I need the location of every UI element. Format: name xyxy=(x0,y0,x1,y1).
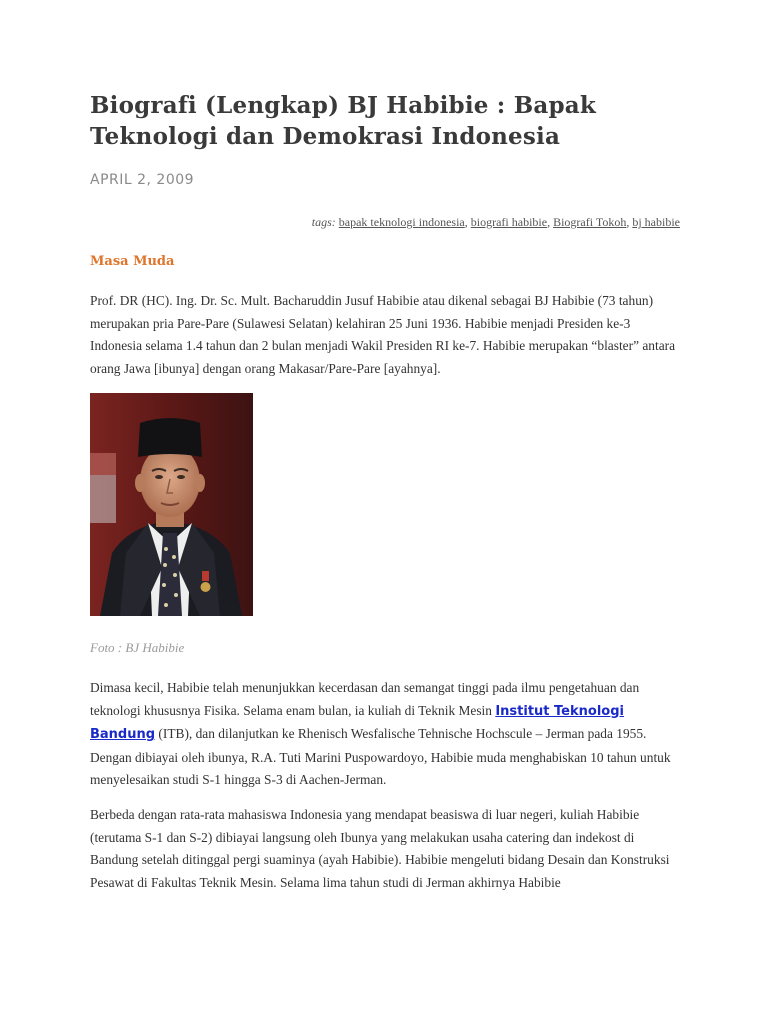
tag-link-biografi-habibie[interactable]: biografi habibie xyxy=(470,215,548,229)
tags-line: tags: bapak teknologi indonesia, biografi habibie, Biografi Tokoh, bj habibie xyxy=(311,215,680,229)
tag-link-biografi-tokoh[interactable]: Biografi Tokoh xyxy=(553,215,627,229)
tag-link-bapak-teknologi[interactable]: bapak teknologi indonesia xyxy=(338,215,465,229)
tags-label: tags: xyxy=(311,215,336,229)
photo-caption: Foto : BJ Habibie xyxy=(90,640,185,655)
portrait-photo xyxy=(90,393,253,616)
paragraph-education: Berbeda dengan rata-rata mahasiswa Indonesia yang mendapat beasiswa di luar negeri, kuliah Habibie (terutama S-1 dan S-2) dibiayai langsung oleh Ibunya yang melakukan usaha catering dan indekost di Bandung setelah ditinggal pergi suaminya (ayah Habibie). Habibie mengeluti bidang Desain dan Konstruksi Pesawat di Fakultas Teknik Mesin. Selama lima tahun studi di Jerman akhirnya Habibie xyxy=(90,807,670,890)
section-heading: Masa Muda xyxy=(90,254,175,269)
paragraph-childhood-part1: Dimasa kecil, Habibie telah menunjukkan kecerdasan dan semangat tinggi pada ilmu pengetahuan dan teknologi khususnya Fisika. Selama enam bulan, ia kuliah di Teknik Mesin xyxy=(90,680,640,718)
article-title: Biografi (Lengkap) BJ Habibie : Bapak Teknologi dan Demokrasi Indonesia xyxy=(90,92,596,150)
paragraph-intro: Prof. DR (HC). Ing. Dr. Sc. Mult. Bacharuddin Jusuf Habibie atau dikenal sebagai BJ Habibie (73 tahun) merupakan pria Pare-Pare (Sulawesi Selatan) kelahiran 25 Juni 1936. Habibie menjadi Presiden ke-3 Indonesia selama 1.4 tahun dan 2 bulan menjadi Wakil Presiden RI ke-7. Habibie merupakan “blaster” antara orang Jawa [ibunya] dengan orang Makasar/Pare-Pare [ayahnya]. xyxy=(90,293,676,376)
itb-link[interactable]: Institut Teknologi Bandung xyxy=(90,703,624,742)
tag-link-bj-habibie[interactable]: bj habibie xyxy=(632,215,680,229)
post-date: APRIL 2, 2009 xyxy=(90,172,195,188)
paragraph-childhood-part2: (ITB), dan dilanjutkan ke Rhenisch Wesfalische Tehnische Hochscule – Jerman pada 1955. Dengan dibiayai oleh ibunya, R.A. Tuti Marini Puspowardoyo, Habibie muda menghabiskan 10 tahun untuk menyelesaikan studi S-1 hingga S-3 di Aachen-Jerman. xyxy=(90,726,671,787)
paragraph-childhood xyxy=(90,677,680,792)
